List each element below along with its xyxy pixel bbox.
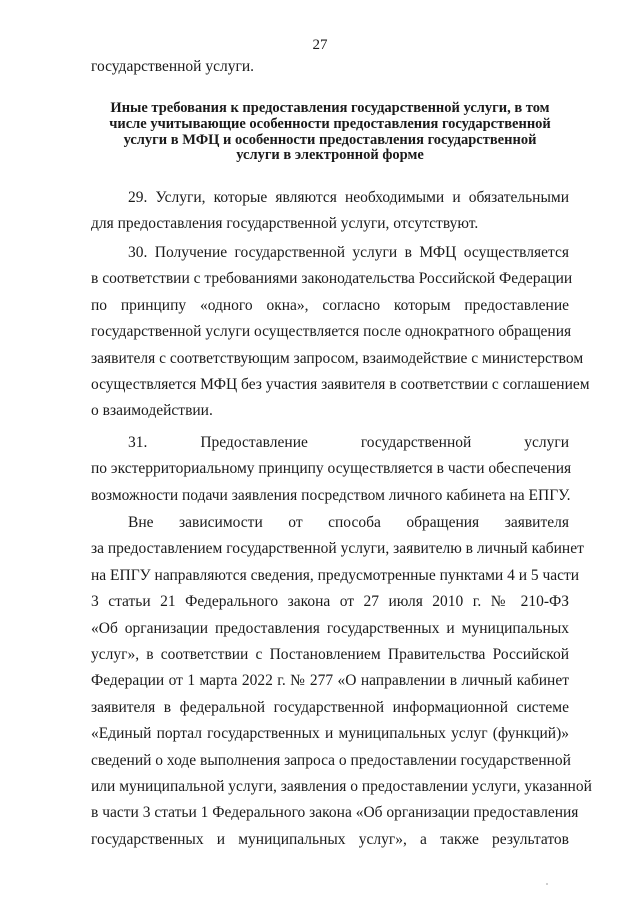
paragraph-30 bbox=[91, 240, 590, 425]
scan-speck bbox=[546, 883, 548, 885]
paragraph-line: или муниципальной услуги, заявления о предоставлении услуги, указанной bbox=[91, 778, 592, 796]
paragraph-line: Федерации от 1 марта 2022 г. № 277 «О направлении в личный кабинет bbox=[91, 672, 569, 690]
heading-line: услуги в МФЦ и особенности предоставления государственной bbox=[123, 131, 537, 148]
paragraph-line: государственной услуги осуществляется после однократного обращения bbox=[91, 323, 572, 341]
paragraph-line: по принципу «одного окна», согласно которым предоставление bbox=[91, 296, 569, 314]
paragraph-line: в соответствии с требованиями законодательства Российской Федерации bbox=[91, 270, 573, 288]
paragraph-line: на ЕПГУ направляются сведения, предусмотренные пунктами 4 и 5 части bbox=[91, 566, 580, 584]
heading-line: числе учитывающие особенности предоставления государственной bbox=[109, 115, 551, 132]
paragraph-29 bbox=[91, 185, 569, 238]
paragraph-notification bbox=[91, 510, 592, 853]
paragraph-line: в части 3 статьи 1 Федерального закона «Об организации предоставления bbox=[91, 804, 579, 822]
paragraph-line: сведений о ходе выполнения запроса о предоставлении государственной bbox=[91, 751, 571, 769]
paragraph-line: для предоставления государственной услуги, отсутствуют. bbox=[91, 215, 479, 233]
paragraph-line: «Единый портал государственных и муниципальных услуг (функций)» bbox=[91, 725, 569, 743]
continuation-line: государственной услуги. bbox=[91, 58, 254, 75]
paragraph-line: 30. Получение государственной услуги в МФЦ осуществляется bbox=[128, 244, 569, 261]
section-heading bbox=[91, 101, 569, 164]
paragraph-line: 3 статьи 21 Федерального закона от 27 июля 2010 г. № 210-ФЗ bbox=[91, 593, 569, 611]
paragraph-line: о взаимодействии. bbox=[91, 402, 213, 420]
paragraph-line: государственных и муниципальных услуг», а также результатов bbox=[91, 830, 569, 848]
page-number: 27 bbox=[312, 37, 328, 53]
paragraph-line: осуществляется МФЦ без участия заявителя в соответствии с соглашением bbox=[91, 376, 590, 394]
paragraph-31 bbox=[91, 430, 572, 509]
paragraph-line: «Об организации предоставления государственных и муниципальных bbox=[91, 619, 569, 637]
heading-line: Иные требования к предоставления государственной услуги, в том bbox=[110, 100, 550, 116]
paragraph-line: 31. Предоставление государственной услуги bbox=[128, 434, 569, 451]
heading-line: услуги в электронной форме bbox=[236, 147, 424, 164]
paragraph-line: 29. Услуги, которые являются необходимыми и обязательными bbox=[128, 189, 569, 206]
paragraph-line: Вне зависимости от способа обращения заявителя bbox=[128, 514, 569, 531]
paragraph-line: услуг», в соответствии с Постановлением Правительства Российской bbox=[91, 646, 569, 664]
paragraph-line: возможности подачи заявления посредством личного кабинета на ЕПГУ. bbox=[91, 486, 571, 504]
paragraph-line: заявителя в федеральной государственной информационной системе bbox=[91, 698, 569, 716]
paragraph-line: заявителя с соответствующим запросом, взаимодействие с министерством bbox=[91, 349, 584, 367]
paragraph-line: по экстерриториальному принципу осуществляется в части обеспечения bbox=[91, 460, 572, 478]
paragraph-line: за предоставлением государственной услуги, заявителю в личный кабинет bbox=[91, 540, 584, 558]
